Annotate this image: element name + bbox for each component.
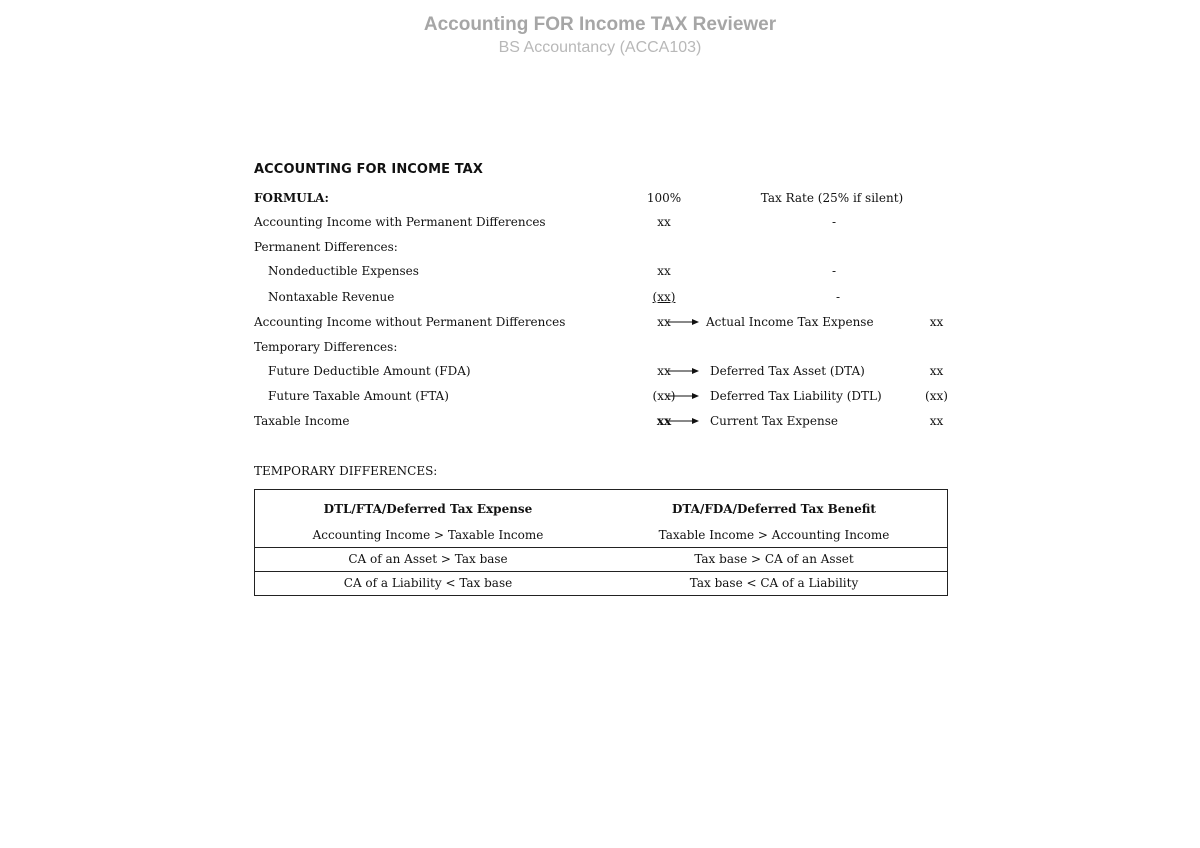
formula-row-account-amount: xx (929, 315, 944, 329)
formula-row-rate: - (831, 264, 837, 278)
table-row (255, 572, 948, 596)
formula-row-account: Deferred Tax Asset (DTA) (710, 364, 865, 378)
arrow-right-icon (666, 411, 700, 431)
formula-row-account: Current Tax Expense (710, 414, 838, 428)
table-row (255, 548, 948, 572)
formula-row (254, 212, 954, 232)
temporary-differences-table (254, 489, 948, 596)
formula-row-label: Future Deductible Amount (FDA) (268, 364, 471, 378)
table-header-cell: DTL/FTA/Deferred Tax Expense (323, 502, 533, 516)
tax-rate-label: Tax Rate (25% if silent) (760, 191, 904, 205)
formula-row-account: Deferred Tax Liability (DTL) (710, 389, 882, 403)
formula-row (254, 237, 954, 257)
formula-row (254, 287, 954, 307)
document-header (0, 13, 1200, 59)
formula-row-account: Actual Income Tax Expense (706, 315, 874, 329)
formula-row-amount: xx (657, 364, 671, 378)
section-title: ACCOUNTING FOR INCOME TAX (254, 162, 483, 177)
formula-row (254, 361, 954, 381)
formula-row (254, 386, 954, 406)
formula-row-account-amount: xx (929, 364, 944, 378)
formula-row-label: Future Taxable Amount (FTA) (268, 389, 449, 403)
document-subtitle: BS Accountancy (ACCA103) (498, 39, 702, 56)
table-cell: Tax base > CA of an Asset (601, 548, 948, 572)
formula-row-amount: xx (656, 414, 672, 428)
formula-row-label: Nondeductible Expenses (268, 264, 419, 278)
formula-row-label: Accounting Income with Permanent Differences (254, 215, 546, 229)
formula-row-amount: xx (657, 215, 671, 229)
formula-row-amount: xx (657, 264, 671, 278)
table-cell: Accounting Income > Taxable Income (312, 528, 544, 542)
formula-percent: 100% (646, 191, 682, 205)
formula-row-account-amount: xx (929, 414, 944, 428)
formula-row (254, 312, 954, 332)
formula-row (254, 261, 954, 281)
formula-row-rate: - (831, 215, 837, 229)
formula-row-label: Temporary Differences: (254, 340, 398, 354)
table-header-cell: DTA/FDA/Deferred Tax Benefit (672, 502, 876, 516)
arrow-right-icon (666, 386, 700, 406)
table-cell: CA of a Liability < Tax base (255, 572, 602, 596)
document-title: Accounting FOR Income TAX Reviewer (423, 14, 777, 35)
formula-row-account-amount: (xx) (925, 389, 948, 403)
table-row (255, 521, 948, 548)
formula-row-label: Taxable Income (254, 414, 350, 428)
table-cell: Taxable Income > Accounting Income (658, 528, 890, 542)
table-cell: CA of an Asset > Tax base (255, 548, 602, 572)
formula-row-amount: (xx) (652, 389, 676, 403)
formula-row (254, 337, 954, 357)
formula-row-rate: - (835, 290, 841, 304)
formula-row-label: Accounting Income without Permanent Differences (254, 315, 566, 329)
formula-row-amount: (xx) (652, 290, 676, 304)
arrow-right-icon (666, 312, 700, 332)
formula-row-amount: xx (657, 315, 671, 329)
formula-row-label: Nontaxable Revenue (268, 290, 395, 304)
table-cell: Tax base < CA of a Liability (601, 572, 948, 596)
temporary-differences-title: TEMPORARY DIFFERENCES: (254, 464, 438, 478)
formula-row (254, 411, 954, 431)
formula-row-label: Permanent Differences: (254, 240, 398, 254)
table-header-row (255, 490, 948, 522)
formula-label: FORMULA: (254, 191, 329, 205)
arrow-right-icon (666, 361, 700, 381)
formula-header-row (254, 188, 954, 208)
